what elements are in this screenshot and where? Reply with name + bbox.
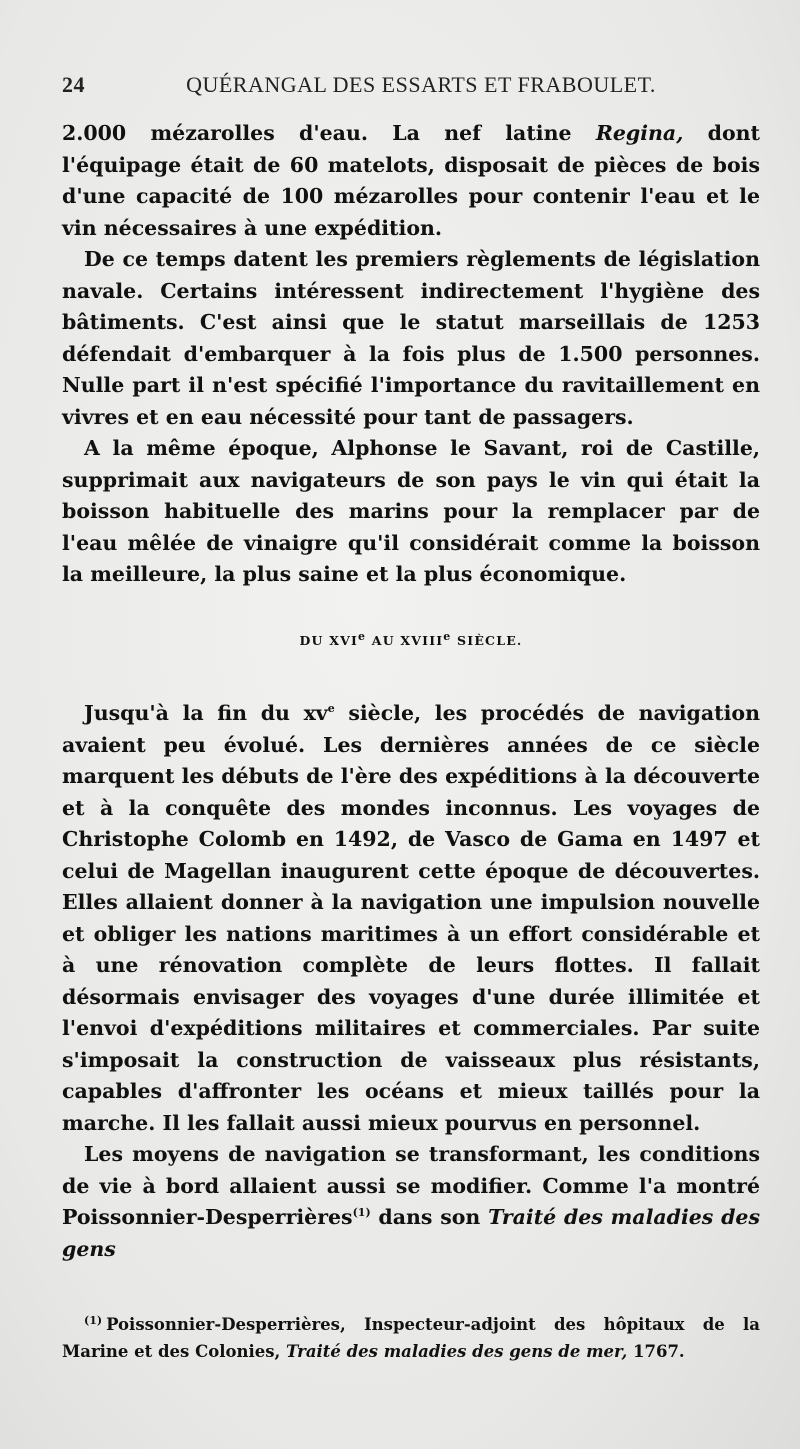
main-text [62,118,760,1265]
footnote-text-a: Poissonnier-Desperrières, Inspecteur-adjoint des hôpitaux de la Marine et des Colonies, [62,1315,760,1361]
page-header [62,72,760,112]
paragraph-5-text-b: dans son [370,1205,489,1229]
treatise-title-italic: Traité des maladies des gens [62,1205,760,1261]
paragraph-5-text-a: Les moyens de navigation se transformant, les conditions de vie à bord allaient aussi se modifier. Comme l'a montré Poissonnier-Desperrières [62,1142,760,1229]
paragraph-1 [62,118,760,244]
footnote-marker: (1) [84,1314,103,1327]
paragraph-2: De ce temps datent les premiers règlements de législation navale. Certains intéressent indirectement l'hygiène des bâtiments. C'est ainsi que le statut marseillais de 1253 défendait d'embarquer à la fois plus de 1.500 personnes. Nulle part il n'est spécifié l'importance du ravitaillement en vivres et en eau nécessité pour tant de passagers. [62,247,760,429]
page-number: 24 [62,72,85,97]
heading-part-b: AU XVIII [366,632,444,648]
ship-name-italic: Regina, [595,121,684,145]
paragraph-1-text-a: 2.000 mézarolles d'eau. La nef latine [62,121,596,145]
footnote-text-b: 1767. [627,1342,685,1361]
heading-part-c: SIÈCLE. [451,632,523,648]
paragraph-4-text-b: siècle, les procédés de navigation avaient peu évolué. Les dernières années de ce siècle marquent les débuts de l'ère des expéditions à la découverte et à la conquête des mondes inconnus. Les voyages de Christophe Colomb en 1492, de Vasco de Gama en 1497 et celui de Magellan inaugurent cette époque de découvertes. Elles allaient donner à la navigation une impulsion nouvelle et obliger les nations maritimes à un effort considérable et à une rénovation complète de leurs flottes. Il fallait désormais envisager des voyages d'une durée illimitée et l'envoi d'expéditions militaires et commerciales. Par suite s'imposait la construction de vaisseaux plus résistants, capables d'affronter les océans et mieux taillés pour la marche. Il les fallait aussi mieux pourvus en personnel. [62,701,760,1135]
paragraph-3: A la même époque, Alphonse le Savant, roi de Castille, supprimait aux navigateurs de son pays le vin qui était la boisson habituelle des marins pour la remplacer par de l'eau mêlée de vinaigre qu'il considérait comme la boisson la meilleure, la plus saine et la plus économique. [62,436,760,586]
heading-part-a: DU XVI [299,632,359,648]
paragraph-4-text-a: Jusqu'à la fin du xv [84,701,328,725]
footnote-title-italic: Traité des maladies des gens de mer, [286,1342,628,1361]
heading-sup-1: e [358,629,367,643]
heading-sup-2: e [443,629,452,643]
paragraph-1-text-b: dont l'équipage était de 60 matelots, disposait de pièces de bois d'une capacité de 100 mézarolles pour contenir l'eau et le vin nécessaires à une expédition. [62,121,760,240]
section-heading [62,625,760,657]
paragraph-5 [62,1139,760,1265]
footnote [62,1307,760,1365]
century-sup: e [327,702,335,716]
footnote-reference: (1) [352,1206,371,1220]
paragraph-4 [62,698,760,1139]
running-title: QUÉRANGAL DES ESSARTS ET FRABOULET. [186,72,656,97]
